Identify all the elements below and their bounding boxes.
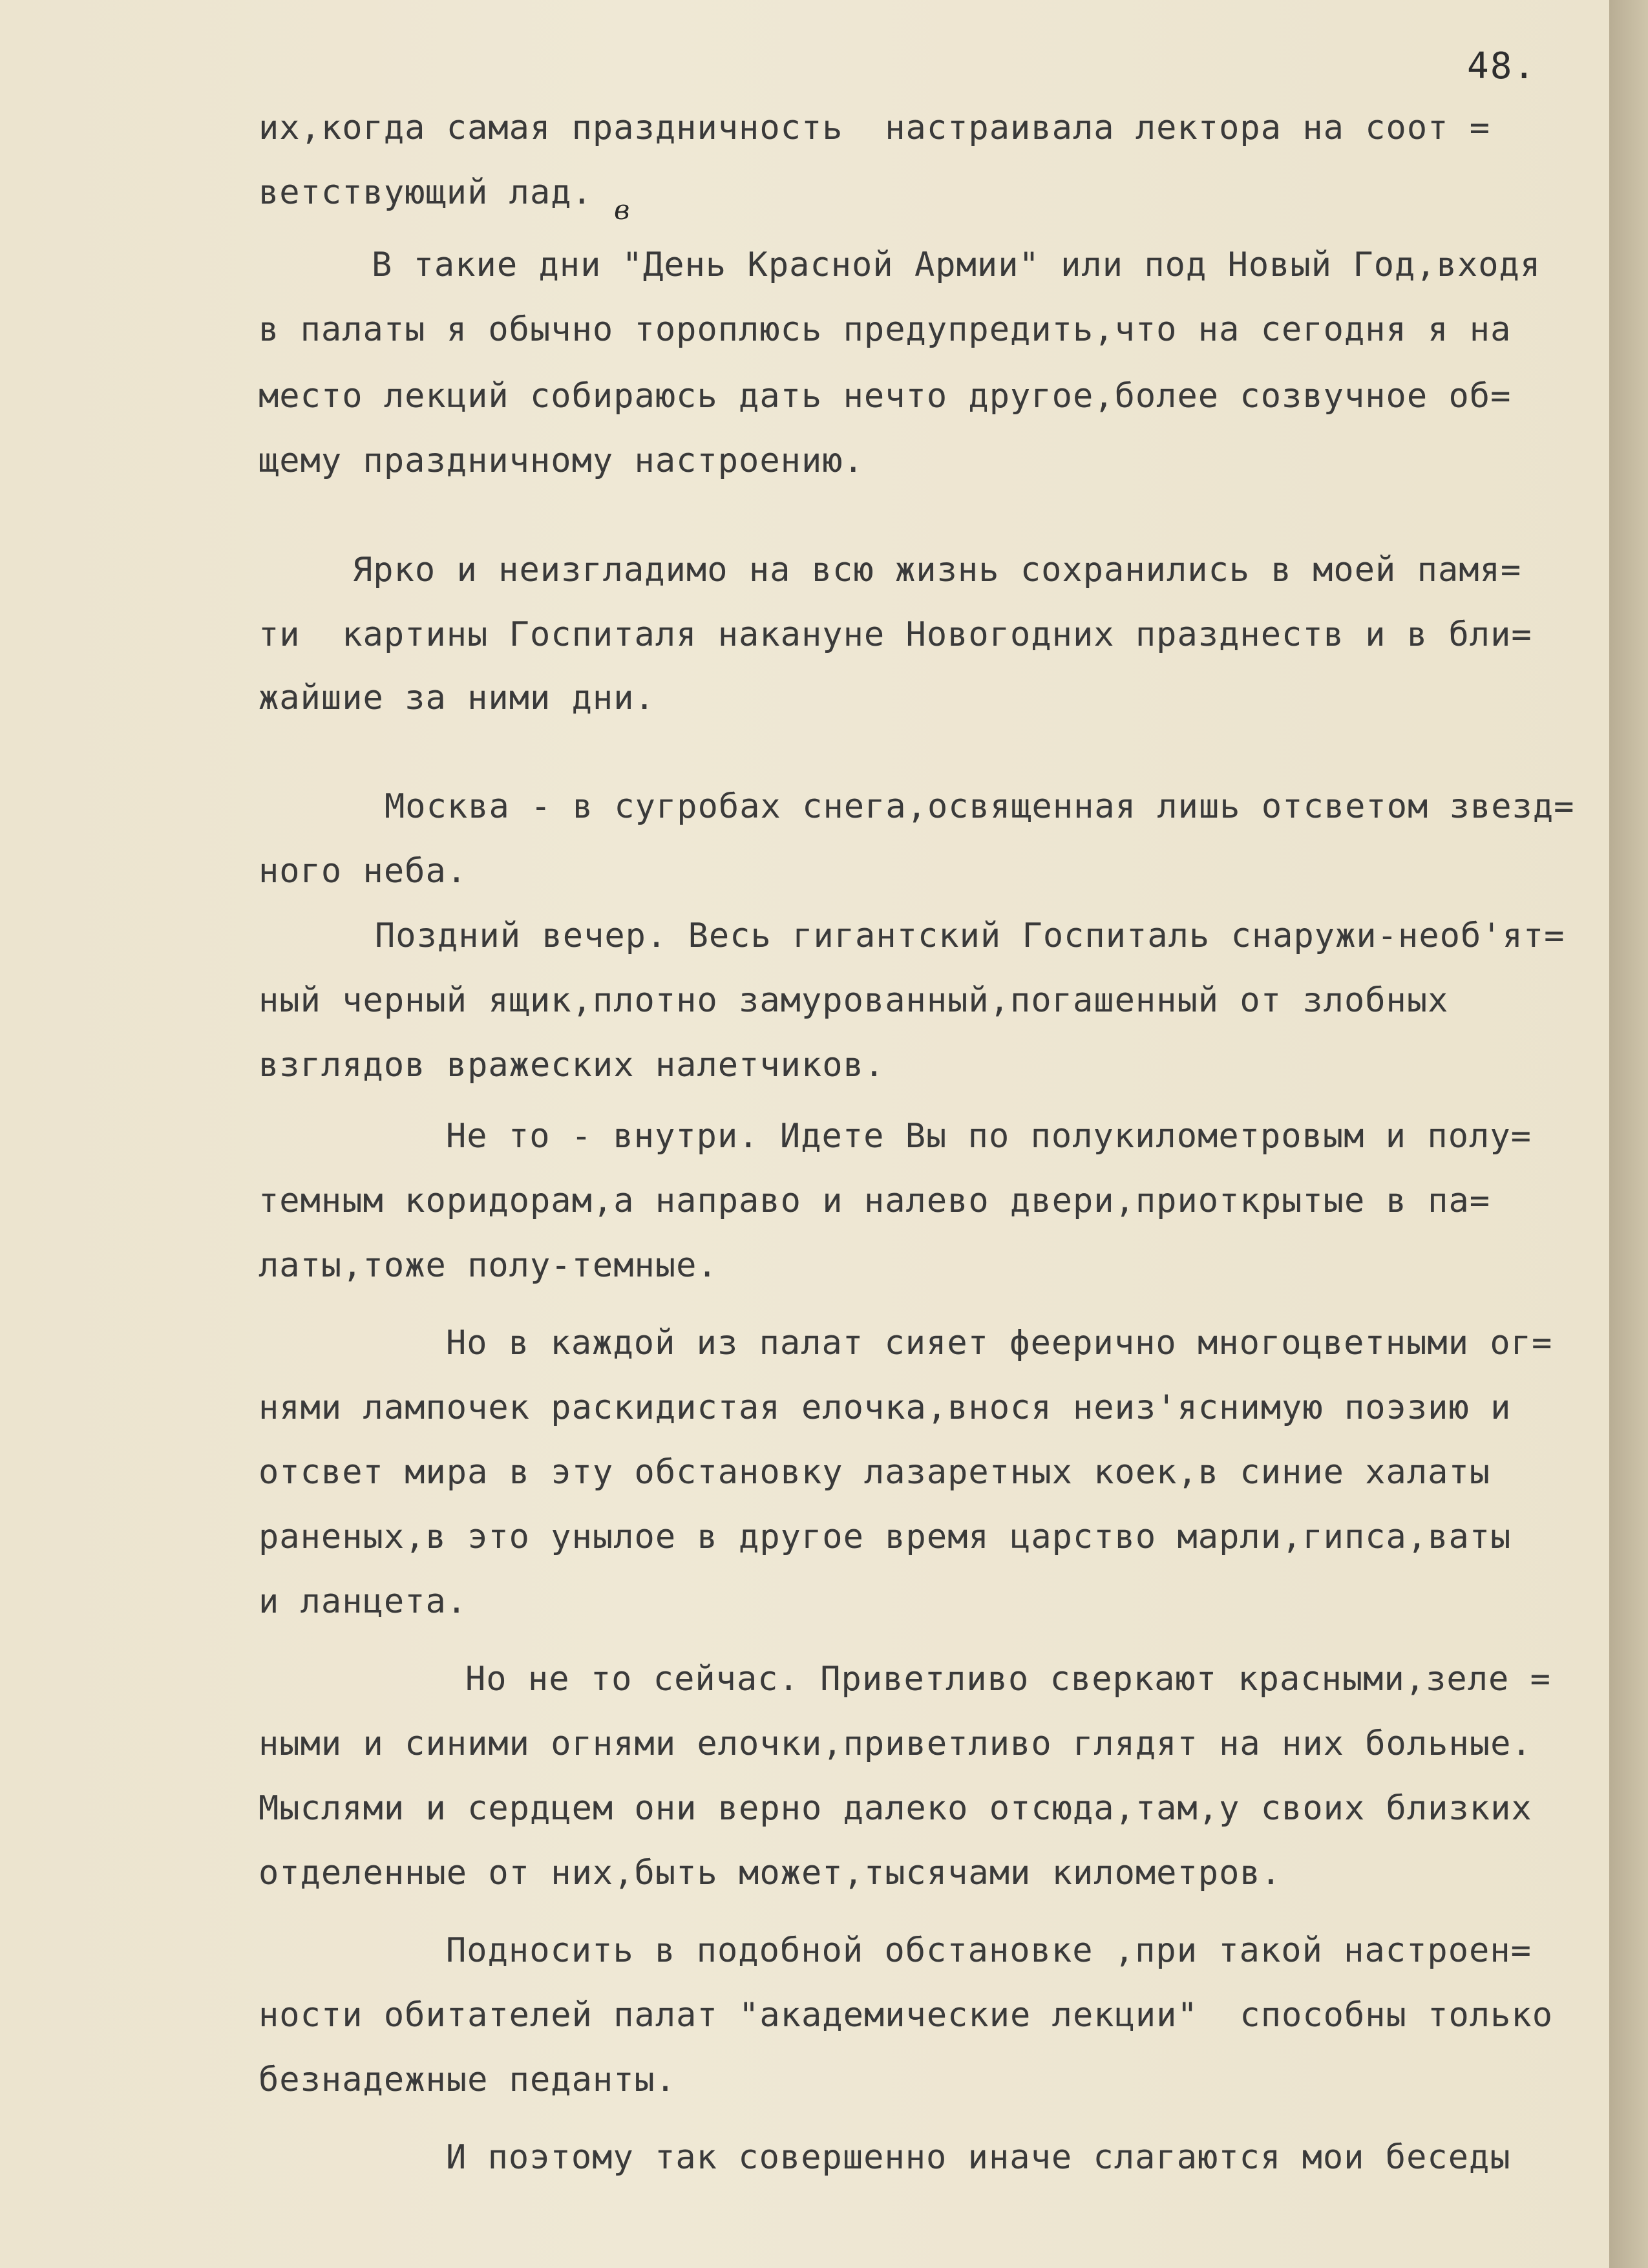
text-line: Но в каждой из палат сияет феерично многоцветными ог= (446, 1324, 1553, 1362)
text-line: ный черный ящик,плотно замурованный,погашенный от злобных (259, 981, 1449, 1020)
text-line: Подносить в подобной обстановке ,при такой настроен= (446, 1931, 1532, 1970)
text-line: отсвет мира в эту обстановку лазаретных коек,в синие халаты (259, 1453, 1491, 1492)
text-line: Не то - внутри. Идете Вы по полукилометровым и полу= (446, 1117, 1532, 1156)
text-line: темным коридорам,а направо и налево двери,приоткрытые в па= (259, 1182, 1491, 1220)
text-line: В такие дни "День Красной Армии" или под Новый Год,входя (372, 246, 1541, 284)
text-line: Москва - в сугробах снега,освященная лишь отсветом звезд= (385, 787, 1575, 826)
text-line: И поэтому так совершенно иначе слагаются мои беседы (446, 2138, 1511, 2177)
text-line: отделенные от них,быть может,тысячами километров. (259, 1854, 1282, 1892)
text-line: ти картины Госпиталя накануне Новогодних празднеств и в бли= (259, 615, 1532, 654)
text-line: взглядов вражеских налетчиков. (259, 1046, 885, 1085)
text-line: нями лампочек раскидистая елочка,внося неиз'яснимую поэзию и (259, 1388, 1512, 1427)
text-line: щему праздничному настроению. (259, 441, 864, 480)
page-edge (1609, 0, 1648, 2268)
text-line: и ланцета. (259, 1582, 468, 1621)
text-line: Ярко и неизгладимо на всю жизнь сохранились в моей памя= (352, 551, 1522, 589)
text-line: Поздний вечер. Весь гигантский Госпиталь снаружи-необ'ят= (375, 917, 1565, 955)
text-line: безнадежные педанты. (259, 2061, 677, 2099)
text-line: Но не то сейчас. Приветливо сверкают красными,зеле = (465, 1660, 1551, 1699)
text-line: место лекций собираюсь дать нечто другое,более созвучное об= (259, 377, 1512, 416)
page-number: 48. (1467, 45, 1537, 87)
text-line: раненых,в это унылое в другое время царство марли,гипса,ваты (259, 1518, 1512, 1556)
text-line: латы,тоже полу-темные. (259, 1246, 718, 1285)
text-line: в палаты я обычно тороплюсь предупредить,что на сегодня я на (259, 310, 1512, 349)
text-line: ности обитателей палат "академические лекции" способны только (259, 1996, 1554, 2035)
text-line: ветствующий лад. (259, 173, 593, 212)
handwritten-insertion: в (614, 194, 630, 226)
text-line: ного неба. (259, 852, 468, 891)
text-line: их,когда самая праздничность настраивала лектора на соот = (259, 109, 1491, 147)
text-line: ными и синими огнями елочки,приветливо глядят на них больные. (259, 1724, 1532, 1763)
text-line: Мыслями и сердцем они верно далеко отсюда,там,у своих близких (259, 1789, 1532, 1828)
text-line: жайшие за ними дни. (259, 679, 655, 717)
